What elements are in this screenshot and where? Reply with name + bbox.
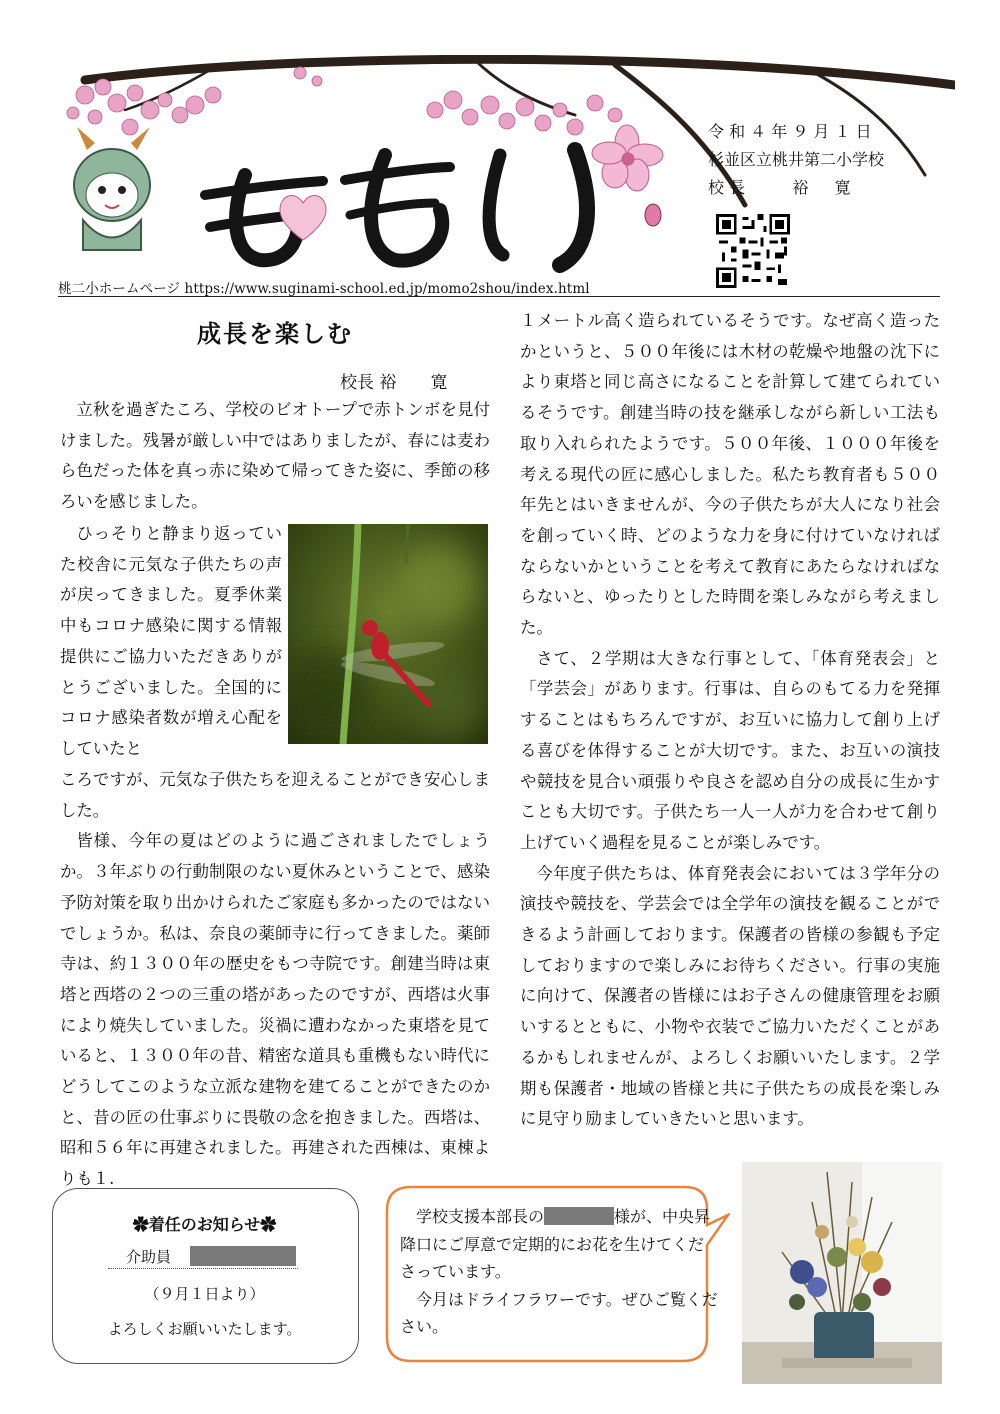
flower-message-suffix: 様が、中央昇降口にご厚意で定期的にお花を生けてくださっています。	[400, 1207, 711, 1281]
staff-notice-date: （９月１日より）	[144, 1285, 265, 1303]
flower-message-line-1	[400, 1203, 718, 1286]
article-column-left-bottom	[60, 765, 490, 1195]
staff-notice-role: 介助員	[126, 1248, 172, 1266]
principal-name: 校 長 裕 寛	[708, 178, 851, 197]
redacted-name	[190, 1246, 296, 1266]
header-divider	[58, 296, 940, 297]
article-wrap-text	[60, 519, 282, 765]
heart-decoration	[280, 196, 326, 240]
homepage-label: 桃二小ホームページ	[58, 281, 181, 297]
paragraph-3: 皆様、今年の夏はどのように過ごされましたでしょうか。３年ぶりの行動制限のない夏休みということで、感染予防対策を取り出かけられたご家庭も多かったのではないでしょうか。私は、奈良の薬師寺に行ってきました。薬師寺は、約１３００年の歴史をもつ寺院です。創建当時は東塔と西塔の２つの三重の塔があったのですが、西塔は火事により焼失していました。災禍に遭わなかった東塔を見ていると、１３００年の昔、精密な道具も重機もない時代にどうしてこのような立派な建物を建てることができたのかと、昔の匠の仕事ぶりに畏敬の念を抱きました。西塔は、昭和５６年に再建されました。再建された西棟は、東棟よりも１.	[60, 831, 490, 1189]
issue-info	[708, 118, 938, 202]
paragraph-4: さて、２学期は大きな行事として、「体育発表会」と「学芸会」があります。行事は、自らのもてる力を発揮することはもちろんですが、お互いに協力して創り上げる喜びを体得することが大切です。また、お互いの演技や競技を見合い頑張りや良さを認め自分の成長に生かすことも大切です。子供たち一人一人が力を合わせて創り上げていく過程を見ることが楽しみです。	[520, 648, 940, 852]
school-mascot	[74, 127, 150, 250]
paragraph-5: 今年度子供たちは、体育発表会においては３学年分の演技や競技を、学芸会では全学年の演技を観ることができるよう計画しております。保護者の皆様の参観も予定しておりますので楽しみにお待ちください。行事の実施に向けて、保護者の皆様にはお子さんの健康管理をお願いするとともに、小物や衣装でご協力いただくことがあるかもしれませんが、よろしくお願いいたします。２学期も保護者・地域の皆様と共に子供たちの成長を楽しみに見守り励ましていきたいと思います。	[520, 863, 940, 1129]
staff-notice-greeting: よろしくお願いいたします。	[107, 1320, 302, 1338]
staff-notice-title: ✿着任のお知らせ✿	[132, 1215, 277, 1234]
flower-message-prefix: 学校支援本部長の	[416, 1207, 545, 1226]
homepage-line	[58, 277, 938, 297]
flower-message	[400, 1203, 718, 1341]
redacted-name	[544, 1207, 614, 1225]
dotted-underline	[108, 1268, 298, 1269]
school-name: 杉並区立桃井第二小学校	[708, 150, 885, 169]
article-title: 成長を楽しむ	[197, 319, 353, 348]
article-byline: 校長 裕 寛	[340, 373, 448, 393]
cherry-flower-large	[592, 125, 663, 191]
paragraph-2-continued: ころですが、元気な子供たちを迎えることができ安心しました。	[60, 770, 490, 820]
flower-bud	[645, 204, 661, 226]
dragonfly-photo	[288, 524, 488, 744]
dried-flowers-photo	[742, 1162, 942, 1384]
flower-message-line-2: 今月はドライフラワーです。ぜひご覧ください。	[400, 1289, 718, 1336]
homepage-url[interactable]: https://www.suginami-school.ed.jp/momo2shou/index.html	[184, 281, 590, 297]
article-column-right	[520, 306, 940, 1135]
paragraph-3-continued: １メートル高く造られているそうです。なぜ高く造ったかというと、５００年後には木材の乾燥や地盤の沈下により東塔と同じ高さになることを計算して建てられているそうです。創建当時の技を継承しながら新しい工法も取り入れられたようです。５００年後、１０００年後を考える現代の匠に感心しました。私たち教育者も５００年先とはいきませんが、今の子供たちが大人になり社会を創っていく時、どのような力を身に付けていなければならないかということを考えて教育にあたらなければならないと、ゆったりとした時間を楽しみながら考えました。	[520, 311, 940, 638]
masthead-title-calligraphy	[205, 150, 587, 265]
paragraph-2: ひっそりと静まり返っていた校舎に元気な子供たちの声が戻ってきました。夏季休業中もコロナ感染に関する情報提供にご協力いただきありがとうございました。全国的にコロナ感染者数が増え心配をしていたと	[60, 524, 282, 758]
paragraph-1: 立秋を過ぎたころ、学校のビオトープで赤トンボを見付けました。残暑が厳しい中ではありましたが、春には麦わら色だった体を真っ赤に染めて帰ってきた姿に、季節の移ろいを感じました。	[60, 400, 490, 512]
issue-date: 令 和 ４ 年 ９ 月 １ 日	[708, 122, 872, 141]
article-column-left-top	[60, 395, 490, 518]
